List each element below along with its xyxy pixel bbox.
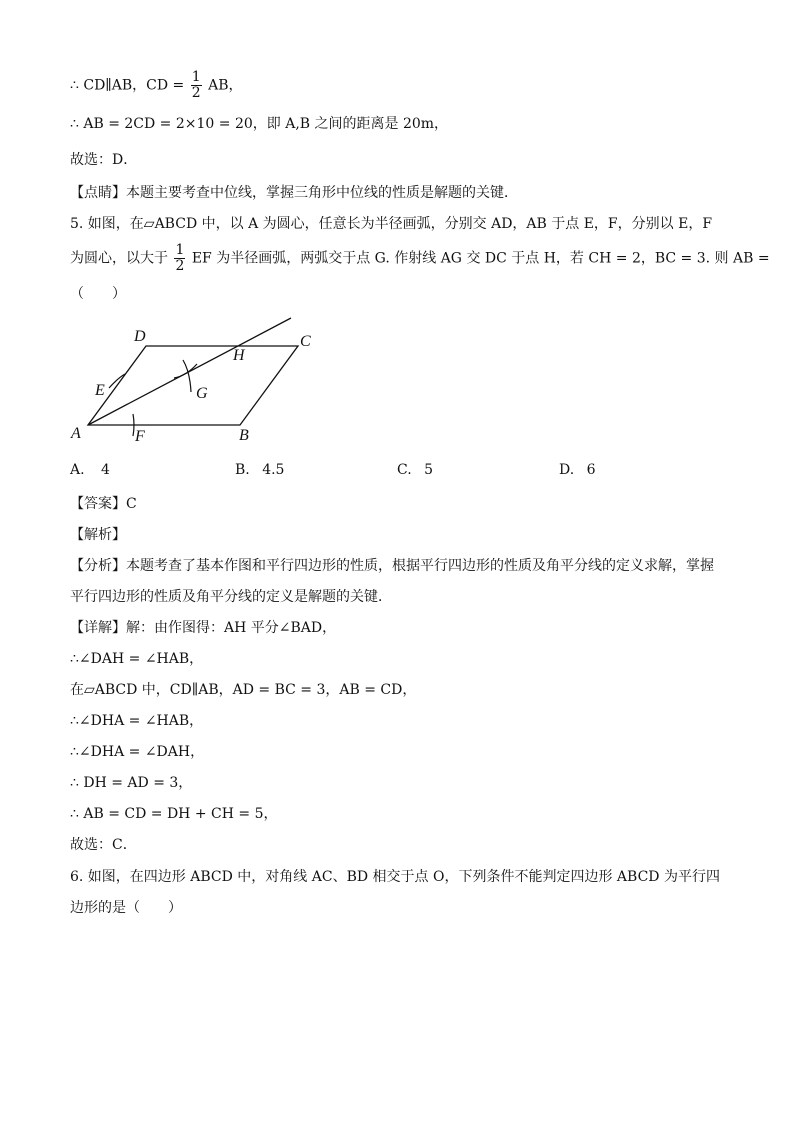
option-b-value: 4.5 bbox=[262, 462, 285, 478]
fenxi-line-1: 【分析】本题考查了基本作图和平行四边形的性质，根据平行四边形的性质及角平分线的定义求解，掌握 bbox=[70, 558, 714, 574]
step-6: ∴ AB = CD = DH + CH = 5， bbox=[70, 806, 278, 822]
analysis-title: 【解析】 bbox=[70, 527, 126, 543]
option-d-key: D. bbox=[559, 462, 575, 478]
fraction-numerator: 1 bbox=[191, 69, 201, 85]
q5-stem-line-3: （ ） bbox=[70, 286, 126, 302]
answer-line: 【答案】C bbox=[70, 496, 137, 512]
option-c[interactable] bbox=[397, 462, 433, 478]
step-4: ∴∠DHA = ∠DAH， bbox=[70, 744, 205, 760]
q5-fraction-half bbox=[174, 243, 185, 274]
detail-line: 【详解】解：由作图得：AH 平分∠BAD， bbox=[70, 620, 337, 636]
option-d-value: 6 bbox=[586, 462, 596, 478]
parallelogram-figure bbox=[60, 310, 340, 450]
prev-line-1-text-a: ∴ CD∥AB，CD = bbox=[70, 77, 185, 94]
q5-stem-line-1: 5. 如图，在▱ABCD 中，以 A 为圆心，任意长为半径画弧，分别交 AD，AB 于点 E，F，分别以 E，F bbox=[70, 216, 713, 232]
choose-line: 故选：C． bbox=[70, 837, 137, 853]
prev-line-2: ∴ AB = 2CD = 2×10 = 20，即 A,B 之间的距离是 20m， bbox=[70, 116, 449, 132]
prev-remark: 【点睛】本题主要考查中位线，掌握三角形中位线的性质是解题的关键． bbox=[70, 185, 518, 201]
option-d[interactable] bbox=[559, 462, 596, 478]
q6-stem-line-1: 6. 如图，在四边形 ABCD 中，对角线 AC、BD 相交于点 O，下列条件不能判定四边形 ABCD 为平行四 bbox=[70, 869, 720, 885]
q6-stem-line-2: 边形的是（ ） bbox=[70, 900, 182, 916]
fraction-half bbox=[191, 70, 202, 101]
q5-fraction-numerator: 1 bbox=[175, 242, 185, 258]
arc-g-1 bbox=[183, 360, 191, 392]
prev-line-1 bbox=[70, 70, 243, 101]
label-f: F bbox=[135, 428, 145, 445]
option-a[interactable] bbox=[70, 462, 110, 478]
option-b-key: B. bbox=[235, 462, 250, 478]
step-5: ∴ DH = AD = 3， bbox=[70, 775, 193, 791]
q5-options bbox=[70, 462, 750, 482]
prev-choice-line: 故选：D． bbox=[70, 152, 138, 168]
prev-line-1-text-b: AB， bbox=[208, 77, 243, 94]
step-2: 在▱ABCD 中，CD∥AB，AD = BC = 3，AB = CD， bbox=[70, 682, 417, 698]
label-d: D bbox=[134, 328, 146, 345]
label-e: E bbox=[95, 382, 105, 399]
label-b: B bbox=[239, 427, 249, 444]
option-a-key: A. bbox=[70, 462, 85, 478]
q5-stem-line-2 bbox=[70, 243, 770, 274]
q5-fraction-denominator: 2 bbox=[175, 258, 185, 274]
label-a: A bbox=[71, 425, 81, 442]
option-b[interactable] bbox=[235, 462, 284, 478]
fenxi-line-2: 平行四边形的性质及角平分线的定义是解题的关键． bbox=[70, 589, 392, 605]
label-g: G bbox=[196, 385, 208, 402]
q5-stem-line-2-b: EF 为半径画弧，两弧交于点 G. 作射线 AG 交 DC 于点 H，若 CH = 2，BC = 3. 则 AB = bbox=[191, 250, 770, 267]
option-c-key: C. bbox=[397, 462, 412, 478]
step-1: ∴∠DAH = ∠HAB， bbox=[70, 651, 204, 667]
parallelogram-abcd bbox=[88, 346, 298, 425]
option-c-value: 5 bbox=[424, 462, 434, 478]
option-a-value: 4 bbox=[101, 462, 110, 478]
q5-stem-line-2-a: 为圆心，以大于 bbox=[70, 250, 168, 267]
fraction-denominator: 2 bbox=[191, 85, 201, 101]
label-c: C bbox=[300, 333, 311, 350]
label-h: H bbox=[233, 347, 245, 364]
step-3: ∴∠DHA = ∠HAB， bbox=[70, 713, 204, 729]
